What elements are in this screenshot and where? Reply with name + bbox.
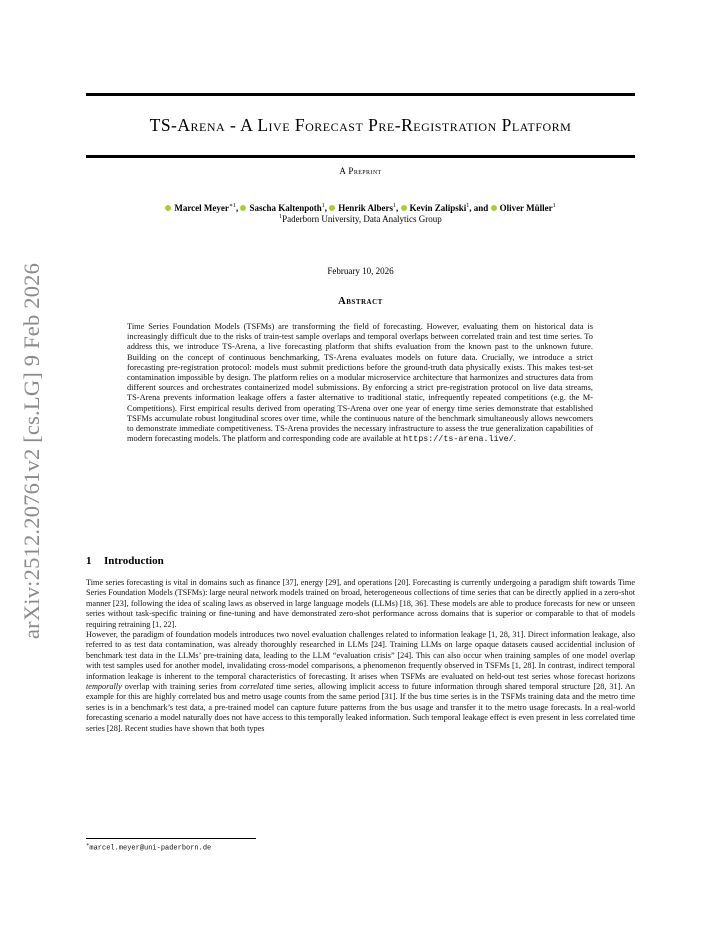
affiliation-marker: 1 bbox=[279, 214, 283, 220]
intro-text-segment: time series, allowing implicit access to future information through shared temporal structure [28, 31]. An example for this are highly correlated bus and metro usage counts from the same period [31]. If the bus time series is in the TSFMs training data and the metro time series is in a benchmark’s test data, a pre-trained model can capture future patterns from the bus usage and transfer it to the metro usage forecasts. In a real-world forecasting scenario a model naturally does not have access to this temporally leaked information. Such temporal leakage effect is even present in less correlated time series [28]. Recent studies have shown that both types bbox=[86, 682, 636, 733]
orcid-icon[interactable] bbox=[491, 205, 497, 211]
abstract-heading: Abstract bbox=[338, 296, 383, 307]
abstract-body bbox=[127, 322, 593, 444]
paper-date: February 10, 2026 bbox=[327, 266, 394, 276]
intro-text-segment: However, the paradigm of foundation models introduces two novel evaluation challenges related to information leakage [1, 28, 31]. Direct information leakage, also referred to as test data contamination, was already thoroughly researched in LLMs [24]. Training LLMs on large opaque datasets caused accidential inclusion of benchmark test data in the LLMs’ pre-training data, leading to the LLM “evaluation crisis” [24]. This can also occur when training samples of one model overlap with test samples used for another model, invalidating cross-model comparisons, a phenomenon frequently observed in TSFMs [1, 28]. In contrast, indirect temporal information leakage is inherent to the temporal characteristics of forecasting. It arises when TSFMs are evaluated on held-out test series whose forecast horizons bbox=[86, 630, 635, 681]
preprint-label: A Preprint bbox=[339, 166, 382, 176]
title-top-rule bbox=[86, 93, 635, 96]
intro-paragraph-2 bbox=[86, 630, 635, 734]
author-name: Sascha Kaltenpoth bbox=[249, 203, 322, 213]
abstract-url-suffix: . bbox=[513, 434, 516, 444]
orcid-icon[interactable] bbox=[401, 205, 407, 211]
orcid-icon[interactable] bbox=[165, 205, 171, 211]
author-name: Kevin Zalipski bbox=[409, 203, 467, 213]
author-entry bbox=[240, 203, 324, 213]
author-name: Henrik Albers bbox=[338, 203, 394, 213]
author-conjunction: , and bbox=[469, 203, 491, 213]
footnote-rule bbox=[86, 838, 256, 839]
intro-emphasis-temporally: temporally bbox=[86, 682, 122, 692]
orcid-icon[interactable] bbox=[240, 205, 246, 211]
intro-paragraph-1: Time series forecasting is vital in domains such as finance [37], energy [29], and operations [20]. Forecasting is currently undergoing a paradigm shift towards Time Series Foundation Models (TSFMs): large neural network models trained on broad, heterogeneous collections of time series that can be directly applied in a zero-shot manner [23], following the idea of scaling laws as observed in large language models (LLMs) [18, 36]. These models are able to produce forecasts for new or unseen series without task-specific training or fine-tuning and have demonstrated zero-shot performance across domains that is superior or comparable to that of models requiring retraining [1, 22]. bbox=[86, 578, 635, 629]
section-title: Introduction bbox=[104, 555, 164, 567]
platform-url-link[interactable]: https://ts-arena.live/ bbox=[403, 434, 514, 445]
author-list: Marcel Meyer$^{∗1}$, Sascha Kaltenpoth$^1$, Henrik Albers$^1$, Kevin Zalipski$^1$, and Oliver Müller$^1$ bbox=[86, 202, 635, 213]
section-heading bbox=[86, 555, 635, 567]
orcid-icon[interactable] bbox=[329, 205, 335, 211]
author-entry bbox=[401, 203, 470, 213]
arxiv-identifier: arXiv:2512.20761v2 [cs.LG] 9 Feb 2026 bbox=[19, 262, 44, 640]
footnote bbox=[86, 842, 635, 852]
intro-emphasis-correlated: correlated bbox=[239, 682, 274, 692]
footnote-marker: ∗ bbox=[86, 843, 90, 848]
introduction-body bbox=[86, 578, 635, 734]
author-affiliation bbox=[86, 214, 635, 224]
author-affiliation-marker: 1 bbox=[552, 203, 556, 209]
paper-title: TS-Arena - A Live Forecast Pre-Registration Platform bbox=[149, 115, 572, 135]
author-entry bbox=[165, 203, 236, 213]
author-affiliation-marker: ∗1 bbox=[228, 203, 236, 209]
author-entry bbox=[329, 203, 396, 213]
section-number: 1 bbox=[86, 555, 92, 567]
affiliation-text: Paderborn University, Data Analytics Group bbox=[282, 214, 442, 224]
author-name: Oliver Müller bbox=[499, 203, 553, 213]
intro-text-segment: overlap with training series from bbox=[121, 682, 240, 692]
arxiv-watermark bbox=[19, 262, 44, 640]
abstract-text: Time Series Foundation Models (TSFMs) are transforming the field of forecasting. However, evaluating them on historical data is increasingly difficult due to the risks of train-test sample overlaps and temporal overlaps between correlated train and test time series. To address this, we introduce TS-Arena, a live forecasting platform that shifts evaluation from the known past to the unknown future. Building on the concept of continuous benchmarking, TS-Arena evaluates models on future data. Crucially, we introduce a strict forecasting pre-registration protocol: models must submit predictions before the ground-truth data physically exists. This makes test-set contamination impossible by design. The platform relies on a modular microservice architecture that harmonizes and structures data from different sources and orchestrates containerized model submissions. By enforcing a strict pre-registration protocol on live data streams, TS-Arena prevents information leakage offers a faster alternative to traditional static, infrequently repeated competitions (e.g. the M-Competitions). First empirical results derived from operating TS-Arena over one year of energy time series demonstrate that established TSFMs accumulate robust longitudinal scores over time, while the continuous nature of the benchmark simultaneously allows newcomers to demonstrate immediate competitiveness. TS-Arena provides the necessary infrastructure to assess the true generalization capabilities of modern forecasting models. The platform and corresponding code are available at bbox=[127, 322, 593, 444]
author-entry bbox=[491, 203, 556, 213]
author-affiliation-marker: 1 bbox=[321, 203, 325, 209]
author-name: Marcel Meyer bbox=[174, 203, 229, 213]
title-bottom-rule bbox=[86, 155, 635, 158]
author-affiliation-marker: 1 bbox=[466, 203, 470, 209]
corresponding-author-email[interactable]: marcel.meyer@uni-paderborn.de bbox=[89, 844, 212, 853]
author-affiliation-marker: 1 bbox=[393, 203, 397, 209]
